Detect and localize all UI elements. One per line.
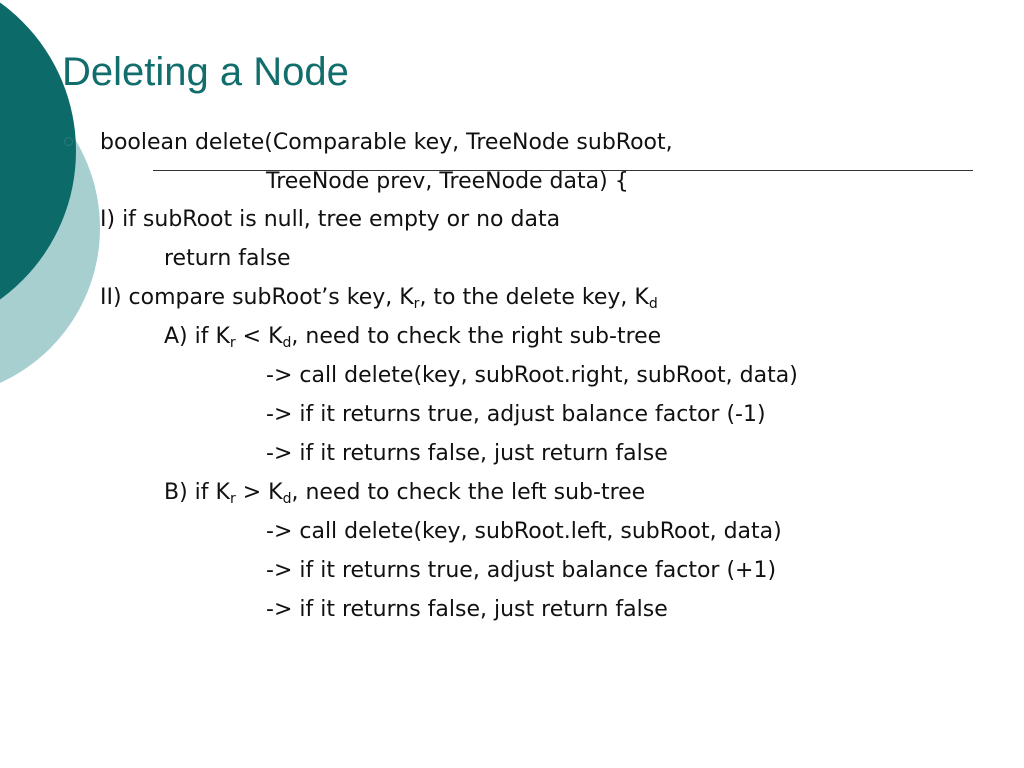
bullet-ring-icon <box>64 137 73 146</box>
case-b-operator: > K <box>235 480 283 505</box>
case-a-subscript-r: r <box>229 335 236 351</box>
code-line-call-left: -> call delete(key, subRoot.left, subRoot, data) <box>266 519 782 544</box>
code-line-return-false: return false <box>164 246 291 271</box>
code-line-left-true: -> if it returns true, adjust balance factor (+1) <box>266 558 777 583</box>
code-line-signature-2: TreeNode prev, TreeNode data) { <box>266 169 629 194</box>
case-b-subscript-d: d <box>282 491 292 507</box>
compare-subscript-d: d <box>648 296 658 312</box>
code-line-null-check: I) if subRoot is null, tree empty or no data <box>100 207 561 232</box>
case-a-operator: < K <box>235 324 283 349</box>
code-line-left-false: -> if it returns false, just return false <box>266 597 668 622</box>
case-a-subscript-d: d <box>282 335 292 351</box>
case-b-prefix: B) if K <box>164 480 230 505</box>
code-line-right-true: -> if it returns true, adjust balance factor (-1) <box>266 402 766 427</box>
compare-subscript-r: r <box>413 296 420 312</box>
compare-text-middle: , to the delete key, K <box>419 285 649 310</box>
slide-title: Deleting a Node <box>62 50 349 94</box>
case-a-prefix: A) if K <box>164 324 230 349</box>
code-line-case-a <box>164 323 661 351</box>
case-a-suffix: , need to check the right sub-tree <box>291 324 662 349</box>
code-line-compare <box>100 284 658 312</box>
code-line-signature-1: boolean delete(Comparable key, TreeNode subRoot, <box>100 130 673 155</box>
case-b-suffix: , need to check the left sub-tree <box>291 480 646 505</box>
code-line-right-false: -> if it returns false, just return false <box>266 441 668 466</box>
code-line-call-right: -> call delete(key, subRoot.right, subRoot, data) <box>266 363 798 388</box>
case-b-subscript-r: r <box>229 491 236 507</box>
code-line-case-b <box>164 479 645 507</box>
compare-text-prefix: II) compare subRoot’s key, K <box>100 285 414 310</box>
